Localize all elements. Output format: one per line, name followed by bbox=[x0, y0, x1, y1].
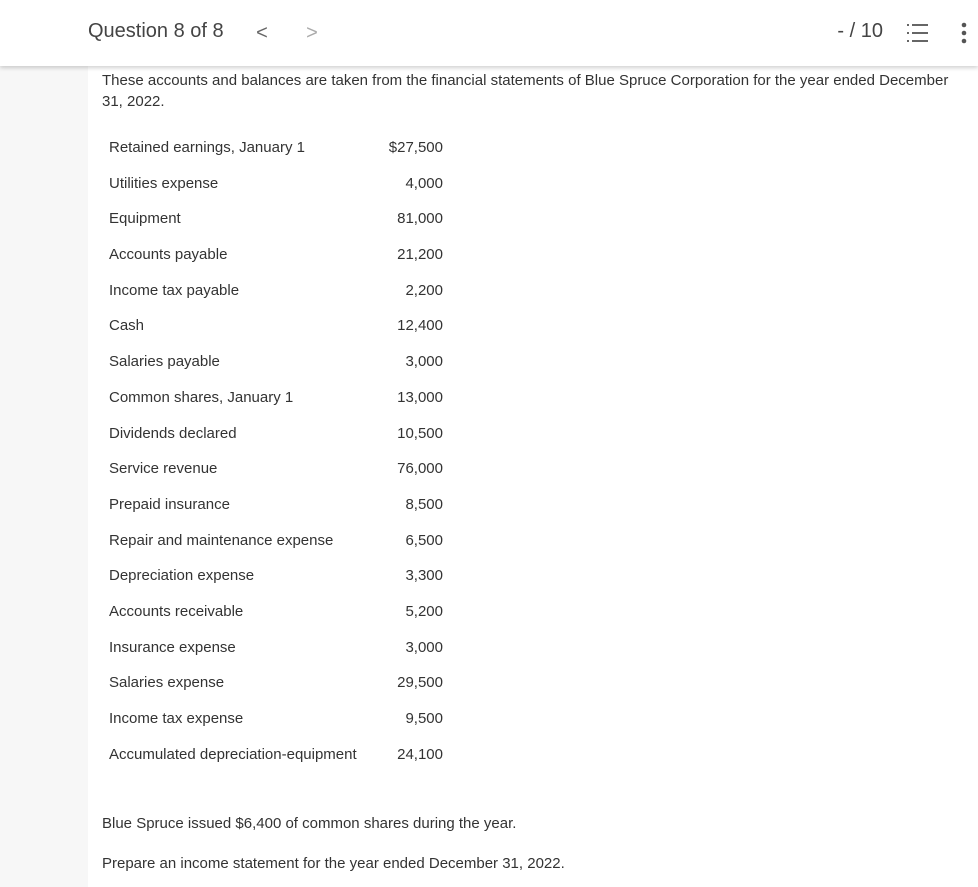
account-name: Repair and maintenance expense bbox=[109, 531, 334, 549]
account-row bbox=[109, 738, 449, 774]
account-balance: 76,000 bbox=[397, 460, 443, 478]
account-row bbox=[109, 452, 449, 488]
account-balance: 12,400 bbox=[397, 317, 443, 335]
account-name: Salaries payable bbox=[109, 353, 220, 371]
account-row bbox=[109, 524, 449, 560]
account-name: Insurance expense bbox=[109, 638, 236, 656]
previous-question-button[interactable]: < bbox=[256, 22, 268, 44]
score-display: - / 10 bbox=[837, 20, 883, 42]
account-row bbox=[109, 167, 449, 203]
more-vertical-icon[interactable] bbox=[958, 20, 970, 46]
account-name: Cash bbox=[109, 317, 145, 335]
account-row bbox=[109, 202, 449, 238]
account-row bbox=[109, 381, 449, 417]
account-balance: 81,000 bbox=[397, 210, 443, 228]
question-header bbox=[0, 0, 978, 66]
account-balance: 6,500 bbox=[405, 531, 443, 549]
account-row bbox=[109, 488, 449, 524]
account-name: Dividends declared bbox=[109, 424, 237, 442]
account-name: Income tax expense bbox=[109, 710, 244, 727]
question-counter: Question 8 of 8 bbox=[88, 20, 224, 42]
account-row bbox=[109, 131, 449, 167]
question-note: Blue Spruce issued $6,400 of common shares during the year. bbox=[102, 815, 517, 832]
account-row bbox=[109, 702, 449, 738]
question-intro: These accounts and balances are taken from the financial statements of Blue Spruce Corporation for the year ended December 31, 2022. bbox=[102, 72, 949, 110]
account-balance: $27,500 bbox=[388, 139, 443, 156]
account-row bbox=[109, 559, 449, 595]
question-instruction: Prepare an income statement for the year ended December 31, 2022. bbox=[102, 855, 565, 872]
account-name: Common shares, January 1 bbox=[109, 388, 294, 406]
account-name: Prepaid insurance bbox=[109, 495, 230, 513]
account-balance: 2,200 bbox=[405, 281, 443, 299]
account-name: Utilities expense bbox=[109, 174, 219, 192]
account-row bbox=[109, 666, 449, 702]
account-balance: 29,500 bbox=[397, 674, 443, 692]
account-balance: 13,000 bbox=[397, 388, 443, 406]
accounts-table bbox=[109, 131, 449, 773]
account-row bbox=[109, 345, 449, 381]
account-balance: 5,200 bbox=[405, 602, 443, 620]
account-row bbox=[109, 274, 449, 310]
account-row bbox=[109, 238, 449, 274]
question-content bbox=[88, 66, 978, 887]
account-name: Equipment bbox=[109, 210, 181, 228]
account-balance: 3,000 bbox=[405, 638, 443, 656]
account-name: Salaries expense bbox=[109, 674, 225, 692]
account-row bbox=[109, 309, 449, 345]
account-name: Accounts receivable bbox=[109, 602, 244, 620]
account-name: Income tax payable bbox=[109, 281, 240, 299]
account-name: Depreciation expense bbox=[109, 567, 255, 585]
next-question-button[interactable]: > bbox=[306, 22, 318, 44]
list-icon[interactable] bbox=[906, 22, 930, 44]
account-balance: 3,300 bbox=[405, 567, 443, 585]
account-balance: 3,000 bbox=[405, 353, 443, 371]
account-balance: 21,200 bbox=[397, 246, 443, 264]
account-row bbox=[109, 595, 449, 631]
account-name: Retained earnings, January 1 bbox=[109, 139, 305, 156]
account-row bbox=[109, 631, 449, 667]
account-balance: 8,500 bbox=[405, 495, 443, 513]
account-name: Service revenue bbox=[109, 460, 218, 478]
account-balance: 4,000 bbox=[405, 174, 443, 192]
account-name: Accounts payable bbox=[109, 246, 228, 264]
account-balance: 24,100 bbox=[397, 745, 443, 763]
account-balance: 10,500 bbox=[397, 424, 443, 442]
account-row bbox=[109, 417, 449, 453]
account-name: Accumulated depreciation-equipment bbox=[109, 745, 357, 763]
account-balance: 9,500 bbox=[405, 710, 443, 727]
